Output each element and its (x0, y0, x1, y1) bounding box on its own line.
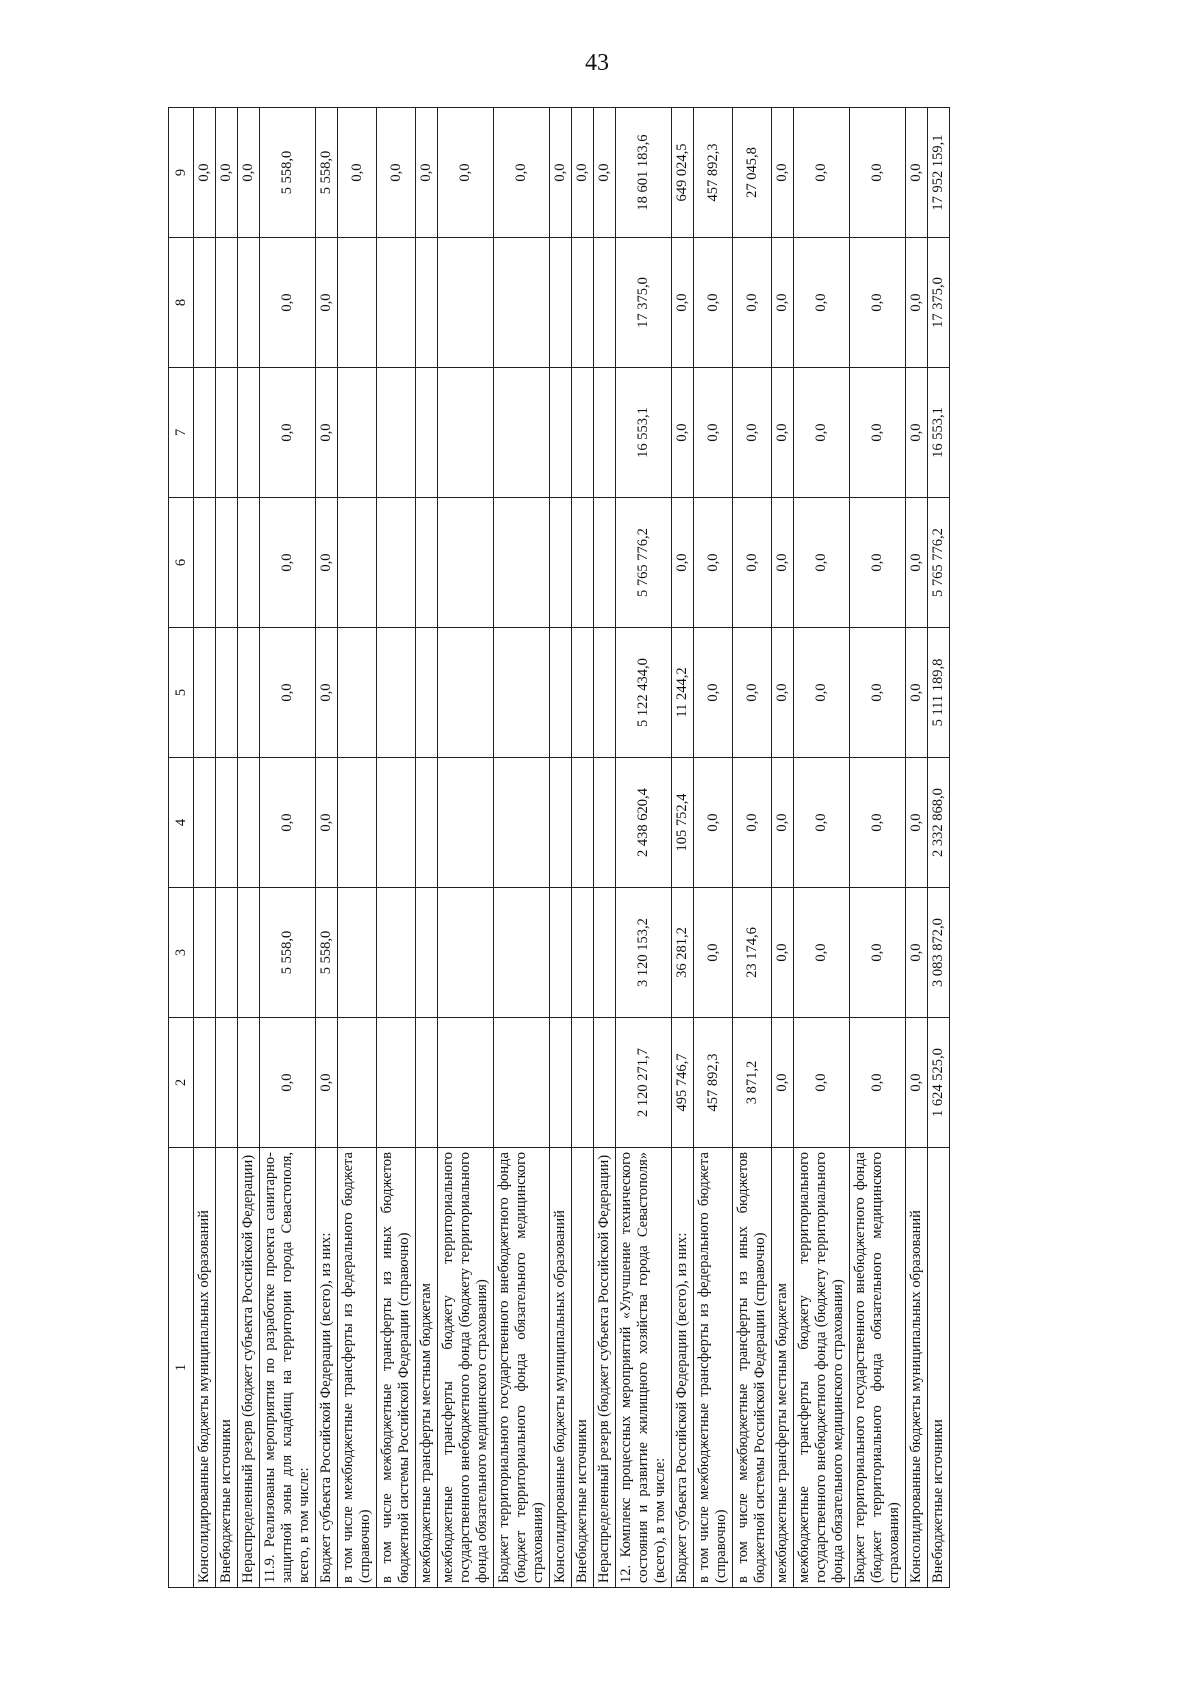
cell-value (572, 628, 594, 758)
table-row (238, 108, 260, 1588)
cell-value: 0,0 (494, 108, 550, 238)
cell-value: 0,0 (794, 888, 850, 1018)
cell-value (377, 368, 416, 498)
cell-value: 0,0 (260, 498, 316, 628)
cell-value: 0,0 (194, 108, 216, 238)
cell-value (338, 628, 377, 758)
cell-value: 2 438 620,4 (616, 758, 672, 888)
cell-value: 23 174,6 (733, 888, 772, 1018)
table-row (216, 108, 238, 1588)
row-label: в том числе межбюджетные трансферты из федерального бюджета (справочно) (338, 1148, 377, 1588)
cell-value: 0,0 (772, 238, 794, 368)
cell-value: 0,0 (850, 1018, 906, 1148)
cell-value: 0,0 (794, 368, 850, 498)
cell-value: 0,0 (438, 108, 494, 238)
cell-value: 0,0 (794, 108, 850, 238)
cell-value (438, 628, 494, 758)
cell-value (438, 368, 494, 498)
cell-value: 0,0 (672, 498, 694, 628)
cell-value (194, 498, 216, 628)
row-label: межбюджетные трансферты бюджету территориального государственного внебюджетного фонда (бюджету территориального фонда обязательного медицинского страхования) (438, 1148, 494, 1588)
cell-value (338, 498, 377, 628)
cell-value: 27 045,8 (733, 108, 772, 238)
row-label: Бюджет субъекта Российской Федерации (всего), из них: (672, 1148, 694, 1588)
cell-value (550, 238, 572, 368)
cell-value: 11 244,2 (672, 628, 694, 758)
budget-table (168, 107, 950, 1588)
cell-value (594, 628, 616, 758)
cell-value: 0,0 (850, 498, 906, 628)
cell-value: 0,0 (906, 238, 928, 368)
row-label: межбюджетные трансферты местным бюджетам (772, 1148, 794, 1588)
cell-value (572, 888, 594, 1018)
cell-value: 0,0 (572, 108, 594, 238)
row-label: Консолидированные бюджеты муниципальных образований (194, 1148, 216, 1588)
cell-value: 3 083 872,0 (928, 888, 950, 1018)
cell-value: 0,0 (594, 108, 616, 238)
cell-value: 3 120 153,2 (616, 888, 672, 1018)
cell-value: 0,0 (772, 368, 794, 498)
column-header-6: 6 (169, 498, 194, 628)
cell-value: 0,0 (906, 1018, 928, 1148)
row-label: Консолидированные бюджеты муниципальных образований (550, 1148, 572, 1588)
cell-value (438, 498, 494, 628)
table-row (928, 108, 950, 1588)
cell-value (416, 628, 438, 758)
cell-value: 0,0 (316, 498, 338, 628)
column-header-8: 8 (169, 238, 194, 368)
cell-value: 0,0 (316, 628, 338, 758)
cell-value: 0,0 (850, 238, 906, 368)
column-header-4: 4 (169, 758, 194, 888)
row-label: в том числе межбюджетные трансферты из иных бюджетов бюджетной системы Российской Федерации (справочно) (733, 1148, 772, 1588)
cell-value: 0,0 (906, 368, 928, 498)
table-row (794, 108, 850, 1588)
cell-value: 2 120 271,7 (616, 1018, 672, 1148)
cell-value (194, 758, 216, 888)
cell-value (550, 498, 572, 628)
cell-value: 0,0 (850, 108, 906, 238)
row-label: Консолидированные бюджеты муниципальных образований (906, 1148, 928, 1588)
row-label: межбюджетные трансферты местным бюджетам (416, 1148, 438, 1588)
cell-value (377, 1018, 416, 1148)
header-row (169, 108, 194, 1588)
cell-value: 5 122 434,0 (616, 628, 672, 758)
table-row (594, 108, 616, 1588)
cell-value (338, 1018, 377, 1148)
cell-value: 457 892,3 (694, 108, 733, 238)
cell-value (572, 1018, 594, 1148)
cell-value (416, 368, 438, 498)
cell-value: 0,0 (850, 628, 906, 758)
row-label: Внебюджетные источники (572, 1148, 594, 1588)
cell-value: 16 553,1 (928, 368, 950, 498)
cell-value (338, 888, 377, 1018)
cell-value: 0,0 (794, 238, 850, 368)
cell-value: 0,0 (377, 108, 416, 238)
cell-value (494, 628, 550, 758)
cell-value: 0,0 (672, 368, 694, 498)
row-label: Внебюджетные источники (216, 1148, 238, 1588)
cell-value: 457 892,3 (694, 1018, 733, 1148)
cell-value: 0,0 (694, 238, 733, 368)
cell-value: 0,0 (694, 368, 733, 498)
row-label: Бюджет территориального государственного внебюджетного фонда (бюджет территориального фонда обязательного медицинского страхования) (494, 1148, 550, 1588)
cell-value: 0,0 (906, 758, 928, 888)
table-row (550, 108, 572, 1588)
cell-value: 0,0 (316, 758, 338, 888)
cell-value: 0,0 (733, 368, 772, 498)
cell-value: 0,0 (550, 108, 572, 238)
cell-value: 0,0 (694, 498, 733, 628)
cell-value (238, 368, 260, 498)
cell-value: 0,0 (316, 238, 338, 368)
cell-value (550, 628, 572, 758)
cell-value (194, 238, 216, 368)
cell-value: 0,0 (850, 368, 906, 498)
cell-value (550, 888, 572, 1018)
table-row (733, 108, 772, 1588)
table-row (377, 108, 416, 1588)
cell-value: 0,0 (794, 1018, 850, 1148)
cell-value (238, 1018, 260, 1148)
cell-value: 5 558,0 (260, 888, 316, 1018)
column-header-9: 9 (169, 108, 194, 238)
cell-value: 105 752,4 (672, 758, 694, 888)
row-label: Бюджет территориального государственного внебюджетного фонда (бюджет территориального фонда обязательного медицинского страхования) (850, 1148, 906, 1588)
cell-value (377, 628, 416, 758)
cell-value (438, 888, 494, 1018)
cell-value (377, 238, 416, 368)
cell-value (238, 498, 260, 628)
cell-value: 649 024,5 (672, 108, 694, 238)
cell-value: 0,0 (906, 108, 928, 238)
table-row (572, 108, 594, 1588)
cell-value (438, 1018, 494, 1148)
rotated-table-wrapper (168, 108, 1090, 1588)
cell-value (338, 758, 377, 888)
row-label: в том числе межбюджетные трансферты из федерального бюджета (справочно) (694, 1148, 733, 1588)
cell-value (494, 238, 550, 368)
cell-value: 16 553,1 (616, 368, 672, 498)
cell-value: 5 765 776,2 (616, 498, 672, 628)
table-row (694, 108, 733, 1588)
cell-value: 0,0 (794, 628, 850, 758)
table-row (438, 108, 494, 1588)
cell-value: 0,0 (694, 628, 733, 758)
row-label: 11.9. Реализованы мероприятия по разработке проекта санитарно-защитной зоны для кладбищ на территории города Севастополя, всего, в том числе: (260, 1148, 316, 1588)
cell-value: 0,0 (733, 628, 772, 758)
cell-value: 5 558,0 (260, 108, 316, 238)
cell-value (494, 368, 550, 498)
table-body (194, 108, 950, 1588)
cell-value (238, 888, 260, 1018)
cell-value: 0,0 (416, 108, 438, 238)
cell-value (594, 238, 616, 368)
cell-value: 0,0 (260, 628, 316, 758)
cell-value (494, 758, 550, 888)
table-row (260, 108, 316, 1588)
cell-value: 0,0 (772, 108, 794, 238)
column-header-2: 2 (169, 1018, 194, 1148)
cell-value (216, 888, 238, 1018)
cell-value (377, 758, 416, 888)
cell-value (550, 368, 572, 498)
row-label: Внебюджетные источники (928, 1148, 950, 1588)
cell-value: 0,0 (672, 238, 694, 368)
table-row (416, 108, 438, 1588)
cell-value: 0,0 (794, 758, 850, 888)
cell-value (572, 368, 594, 498)
cell-value: 5 558,0 (316, 888, 338, 1018)
cell-value (216, 1018, 238, 1148)
cell-value (338, 368, 377, 498)
cell-value (416, 758, 438, 888)
cell-value (594, 1018, 616, 1148)
cell-value (216, 628, 238, 758)
cell-value (216, 498, 238, 628)
row-label: 12. Комплекс процессных мероприятий «Улучшение технического состояния и развитие жилищного хозяйства города Севастополя» (всего), в том числе: (616, 1148, 672, 1588)
row-label: Нераспределенный резерв (бюджет субъекта Российской Федерации) (238, 1148, 260, 1588)
cell-value: 0,0 (260, 368, 316, 498)
cell-value: 0,0 (694, 758, 733, 888)
cell-value (216, 238, 238, 368)
cell-value (416, 238, 438, 368)
row-label: Нераспределенный резерв (бюджет субъекта Российской Федерации) (594, 1148, 616, 1588)
table-row (316, 108, 338, 1588)
cell-value (416, 498, 438, 628)
table-row (616, 108, 672, 1588)
column-header-1: 1 (169, 1148, 194, 1588)
cell-value: 0,0 (216, 108, 238, 238)
table-row (850, 108, 906, 1588)
cell-value: 0,0 (260, 758, 316, 888)
cell-value (594, 498, 616, 628)
table-row (338, 108, 377, 1588)
cell-value: 0,0 (316, 1018, 338, 1148)
cell-value: 5 111 189,8 (928, 628, 950, 758)
cell-value: 18 601 183,6 (616, 108, 672, 238)
cell-value: 0,0 (794, 498, 850, 628)
cell-value: 0,0 (906, 498, 928, 628)
cell-value (194, 628, 216, 758)
cell-value (494, 1018, 550, 1148)
cell-value (572, 758, 594, 888)
cell-value (216, 368, 238, 498)
cell-value: 17 952 159,1 (928, 108, 950, 238)
cell-value (238, 628, 260, 758)
cell-value (438, 238, 494, 368)
cell-value: 0,0 (906, 628, 928, 758)
cell-value: 17 375,0 (616, 238, 672, 368)
column-header-3: 3 (169, 888, 194, 1018)
cell-value: 0,0 (238, 108, 260, 238)
cell-value: 0,0 (260, 1018, 316, 1148)
cell-value: 495 746,7 (672, 1018, 694, 1148)
cell-value (377, 498, 416, 628)
cell-value: 1 624 525,0 (928, 1018, 950, 1148)
table-row (672, 108, 694, 1588)
row-label: межбюджетные трансферты бюджету территориального государственного внебюджетного фонда (бюджету территориального фонда обязательного медицинского страхования) (794, 1148, 850, 1588)
cell-value (216, 758, 238, 888)
cell-value: 0,0 (850, 888, 906, 1018)
cell-value: 0,0 (772, 758, 794, 888)
cell-value: 0,0 (733, 498, 772, 628)
cell-value (494, 888, 550, 1018)
row-label: в том числе межбюджетные трансферты из иных бюджетов бюджетной системы Российской Федерации (справочно) (377, 1148, 416, 1588)
cell-value (238, 758, 260, 888)
table-row (194, 108, 216, 1588)
cell-value (550, 758, 572, 888)
cell-value (594, 758, 616, 888)
table-row (494, 108, 550, 1588)
table-row (772, 108, 794, 1588)
cell-value: 17 375,0 (928, 238, 950, 368)
cell-value: 5 558,0 (316, 108, 338, 238)
cell-value: 2 332 868,0 (928, 758, 950, 888)
cell-value: 0,0 (733, 238, 772, 368)
cell-value (194, 368, 216, 498)
cell-value: 36 281,2 (672, 888, 694, 1018)
cell-value (194, 888, 216, 1018)
cell-value: 0,0 (772, 628, 794, 758)
cell-value (572, 238, 594, 368)
cell-value: 0,0 (772, 1018, 794, 1148)
cell-value: 0,0 (772, 888, 794, 1018)
cell-value: 3 871,2 (733, 1018, 772, 1148)
cell-value (416, 1018, 438, 1148)
cell-value: 0,0 (316, 368, 338, 498)
cell-value: 0,0 (850, 758, 906, 888)
cell-value (338, 238, 377, 368)
row-label: Бюджет субъекта Российской Федерации (всего), из них: (316, 1148, 338, 1588)
page-number: 43 (585, 50, 609, 76)
cell-value: 0,0 (338, 108, 377, 238)
cell-value (438, 758, 494, 888)
cell-value: 0,0 (733, 758, 772, 888)
cell-value: 0,0 (906, 888, 928, 1018)
cell-value (238, 238, 260, 368)
cell-value: 0,0 (772, 498, 794, 628)
cell-value (416, 888, 438, 1018)
column-header-7: 7 (169, 368, 194, 498)
table-row (906, 108, 928, 1588)
cell-value (572, 498, 594, 628)
cell-value (494, 498, 550, 628)
cell-value: 0,0 (694, 888, 733, 1018)
cell-value (377, 888, 416, 1018)
cell-value (594, 368, 616, 498)
cell-value (194, 1018, 216, 1148)
cell-value (550, 1018, 572, 1148)
cell-value (594, 888, 616, 1018)
cell-value: 5 765 776,2 (928, 498, 950, 628)
column-header-5: 5 (169, 628, 194, 758)
cell-value: 0,0 (260, 238, 316, 368)
